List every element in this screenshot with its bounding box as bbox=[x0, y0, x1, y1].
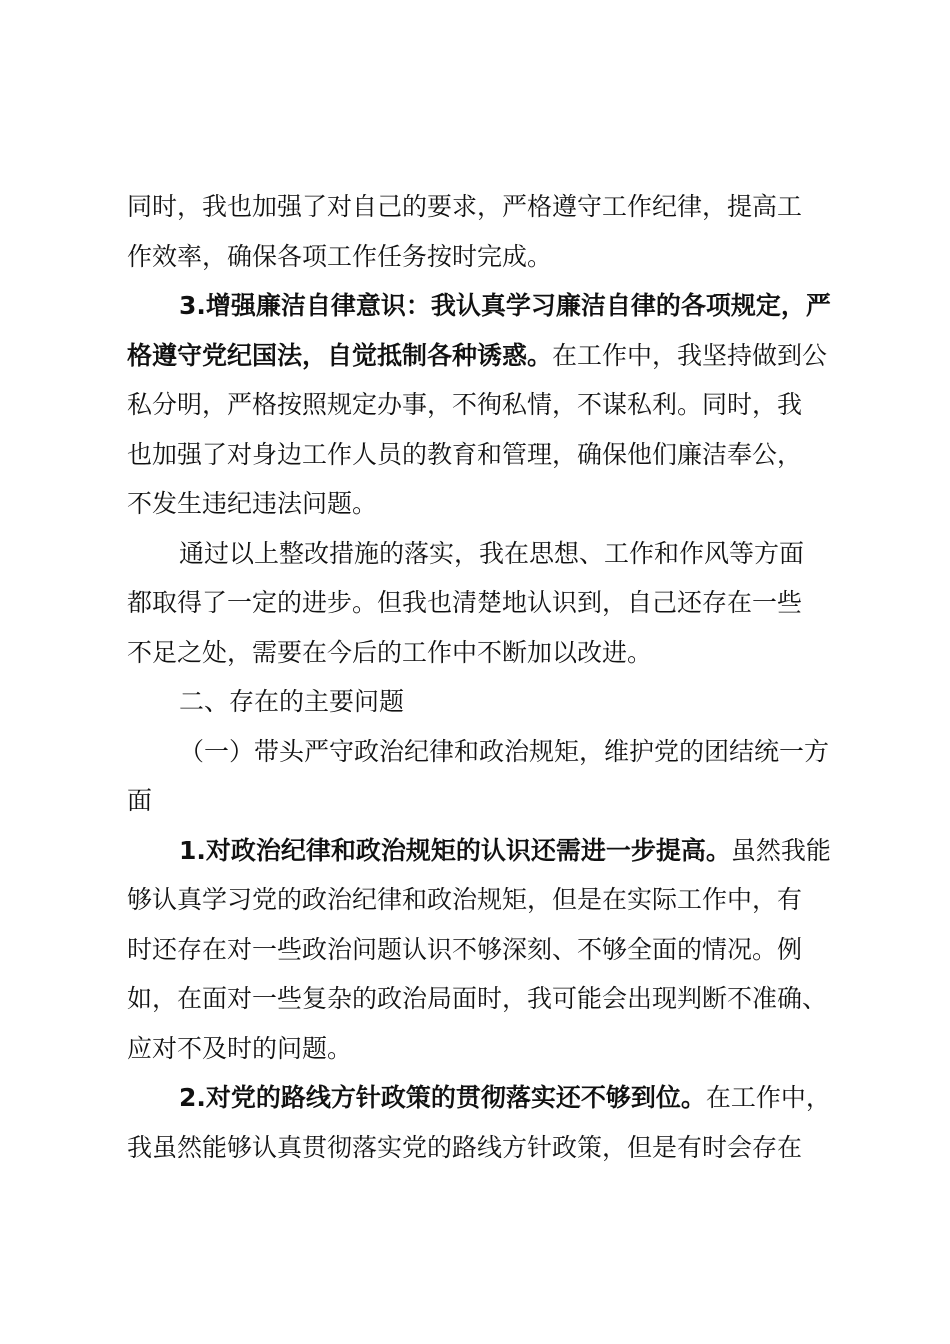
paragraph-line bbox=[127, 1073, 837, 1123]
bold-heading-text: 1.对政治纪律和政治规矩的认识还需进一步提高。 bbox=[179, 835, 731, 865]
paragraph-line bbox=[127, 182, 837, 232]
section-heading-line bbox=[127, 281, 837, 331]
line-text: 私分明，严格按照规定办事，不徇私情，不谋私利。同时，我 bbox=[127, 390, 803, 419]
bold-heading-text: 2.对党的路线方针政策的贯彻落实还不够到位。 bbox=[179, 1083, 706, 1112]
line-text: 都取得了一定的进步。但我也清楚地认识到，自己还存在一些 bbox=[127, 588, 803, 617]
line-text: 够认真学习党的政治纪律和政治规矩，但是在实际工作中，有 bbox=[127, 885, 803, 914]
line-text: 二、存在的主要问题 bbox=[179, 687, 405, 716]
line-text: 同时，我也加强了对自己的要求，严格遵守工作纪律，提高工 bbox=[127, 192, 803, 221]
line-text: 在工作中，我坚持做到公 bbox=[552, 340, 828, 370]
paragraph-line bbox=[127, 232, 837, 282]
section-title bbox=[127, 677, 837, 727]
paragraph-line bbox=[127, 578, 837, 628]
bold-heading-text: 格遵守党纪国法，自觉抵制各种诱惑。 bbox=[127, 340, 553, 370]
paragraph-line bbox=[127, 826, 837, 876]
paragraph-line bbox=[127, 1123, 837, 1173]
line-text: 不发生违纪违法问题。 bbox=[127, 489, 378, 518]
line-text: 不足之处，需要在今后的工作中不断加以改进。 bbox=[127, 637, 653, 667]
bold-heading-text: 3.增强廉洁自律意识：我认真学习廉洁自律的各项规定，严 bbox=[179, 291, 831, 320]
document-body bbox=[127, 182, 837, 1172]
line-text: 在工作中， bbox=[705, 1083, 831, 1112]
paragraph-line bbox=[127, 974, 837, 1024]
line-text: 我虽然能够认真贯彻落实党的路线方针政策，但是有时会存在 bbox=[127, 1132, 803, 1162]
paragraph-line bbox=[127, 331, 837, 381]
paragraph-line bbox=[127, 628, 837, 678]
line-text: 作效率，确保各项工作任务按时完成。 bbox=[127, 241, 553, 271]
line-text: 也加强了对身边工作人员的教育和管理，确保他们廉洁奉公， bbox=[127, 439, 803, 469]
line-text: 应对不及时的问题。 bbox=[127, 1033, 353, 1063]
paragraph-line bbox=[127, 380, 837, 430]
paragraph-line bbox=[127, 925, 837, 975]
paragraph-line bbox=[127, 529, 837, 579]
subsection-title bbox=[127, 727, 837, 777]
line-text: （一）带头严守政治纪律和政治规矩，维护党的团结统一方 bbox=[179, 736, 830, 766]
paragraph-line bbox=[127, 479, 837, 529]
paragraph-line bbox=[127, 1024, 837, 1074]
line-text: 面 bbox=[127, 786, 153, 815]
line-text: 如，在面对一些复杂的政治局面时，我可能会出现判断不准确、 bbox=[127, 984, 828, 1013]
paragraph-line bbox=[127, 875, 837, 925]
line-text: 通过以上整改措施的落实，我在思想、工作和作风等方面 bbox=[179, 538, 805, 568]
subsection-title-continuation bbox=[127, 776, 837, 826]
paragraph-line bbox=[127, 430, 837, 480]
line-text: 时还存在对一些政治问题认识不够深刻、不够全面的情况。例 bbox=[127, 934, 803, 964]
line-text: 虽然我能 bbox=[730, 835, 831, 865]
